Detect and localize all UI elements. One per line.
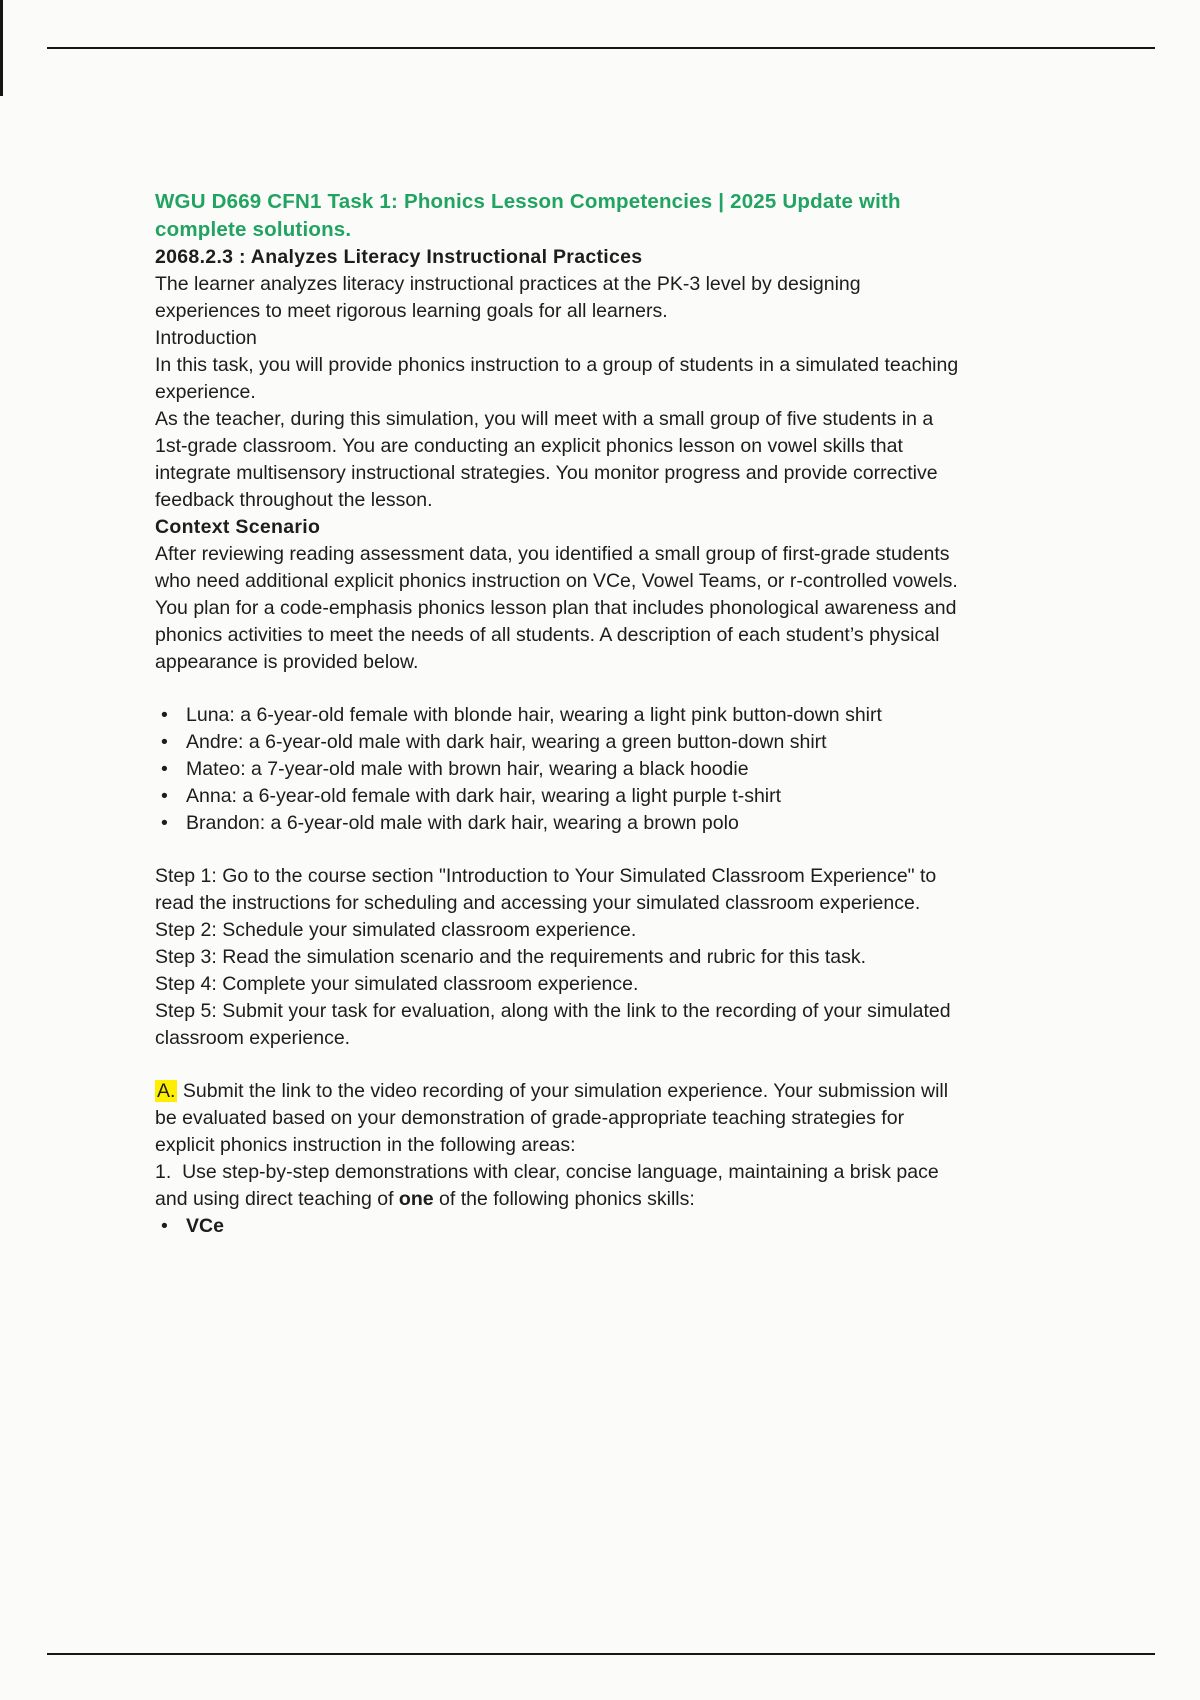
paragraph: [155, 863, 965, 917]
bullet-icon: •: [161, 731, 168, 753]
text-segment: 2068.2.3 : Analyzes Literacy Instructional Practices: [155, 246, 643, 268]
text-segment: Context Scenario: [155, 516, 321, 538]
document-content: [155, 188, 965, 1240]
text-segment: As the teacher, during this simulation, you will meet with a small group of five students in a 1st-grade classroom. You are conducting an explicit phonics lesson on vowel skills that integrate multisensory instructional strategies. You monitor progress and provide corrective feedback throughout the lesson.: [155, 408, 938, 511]
text-segment: Introduction: [155, 327, 257, 349]
paragraph-spacer: [155, 837, 965, 863]
highlighted-text: A.: [157, 1080, 176, 1102]
bullet-item: [155, 810, 965, 837]
bottom-rule: [47, 1653, 1155, 1655]
paragraph-spacer: [155, 1052, 965, 1078]
text-segment: In this task, you will provide phonics instruction to a group of students in a simulated teaching experience.: [155, 354, 959, 403]
paragraph: [155, 1078, 965, 1159]
text-segment: Step 5: Submit your task for evaluation, along with the link to the recording of your simulated classroom experience.: [155, 1000, 951, 1049]
section-heading: [155, 244, 965, 271]
text-segment: of the following phonics skills:: [433, 1188, 695, 1210]
bullet-item: [155, 702, 965, 729]
text-segment: Luna: a 6-year-old female with blonde hair, wearing a light pink button-down shirt: [186, 704, 882, 726]
paragraph: [155, 971, 965, 998]
top-rule: [47, 47, 1155, 49]
paragraph: [155, 998, 965, 1052]
paragraph: [155, 944, 965, 971]
scan-artifact: [0, 0, 3, 96]
text-segment: After reviewing reading assessment data, you identified a small group of first-grade students who need additional explicit phonics instruction on VCe, Vowel Teams, or r-controlled vowels. You plan for a code-emphasis phonics lesson plan that includes phonological awareness and phonics activities to meet the needs of all students. A description of each student’s physical appearance is provided below.: [155, 543, 958, 673]
bullet-icon: •: [161, 1215, 168, 1237]
paragraph: [155, 406, 965, 514]
text-segment: one: [398, 1188, 434, 1210]
bullet-icon: •: [161, 785, 168, 807]
text-segment: Andre: a 6-year-old male with dark hair, wearing a green button-down shirt: [186, 731, 827, 753]
bullet-icon: •: [161, 704, 168, 726]
text-segment: Step 4: Complete your simulated classroom experience.: [155, 973, 639, 995]
document-title: WGU D669 CFN1 Task 1: Phonics Lesson Competencies | 2025 Update with complete solutions.: [155, 190, 901, 241]
text-segment: Step 1: Go to the course section "Introduction to Your Simulated Classroom Experience" to read the instructions for scheduling and accessing your simulated classroom experience.: [155, 865, 937, 914]
paragraph: [155, 325, 965, 352]
paragraph-spacer: [155, 676, 965, 702]
text-segment: Submit the link to the video recording of your simulation experience. Your submission will be evaluated based on your demonstration of grade-appropriate teaching strategies for explicit phonics instruction in the following areas:: [155, 1080, 949, 1156]
text-segment: Brandon: a 6-year-old male with dark hair, wearing a brown polo: [186, 812, 739, 834]
paragraph: [155, 352, 965, 406]
bullet-icon: •: [161, 758, 168, 780]
paragraph: [155, 541, 965, 676]
text-segment: Mateo: a 7-year-old male with brown hair, wearing a black hoodie: [186, 758, 749, 780]
paragraph: [155, 271, 965, 325]
bullet-icon: •: [161, 812, 168, 834]
text-segment: Anna: a 6-year-old female with dark hair, wearing a light purple t-shirt: [186, 785, 782, 807]
paragraph: [155, 1159, 965, 1213]
paragraph: [155, 917, 965, 944]
text-segment: VCe: [186, 1215, 224, 1237]
text-segment: 1. Use step-by-step demonstrations with clear, concise language, maintaining a brisk pace and using direct teaching of: [155, 1161, 939, 1210]
section-heading: [155, 514, 965, 541]
text-segment: Step 2: Schedule your simulated classroom experience.: [155, 919, 637, 941]
text-segment: Step 3: Read the simulation scenario and the requirements and rubric for this task.: [155, 946, 867, 968]
bullet-item: [155, 756, 965, 783]
bullet-item: [155, 783, 965, 810]
bullet-item: [155, 729, 965, 756]
bullet-item: [155, 1213, 965, 1240]
text-segment: The learner analyzes literacy instructional practices at the PK-3 level by designing experiences to meet rigorous learning goals for all learners.: [155, 273, 861, 322]
